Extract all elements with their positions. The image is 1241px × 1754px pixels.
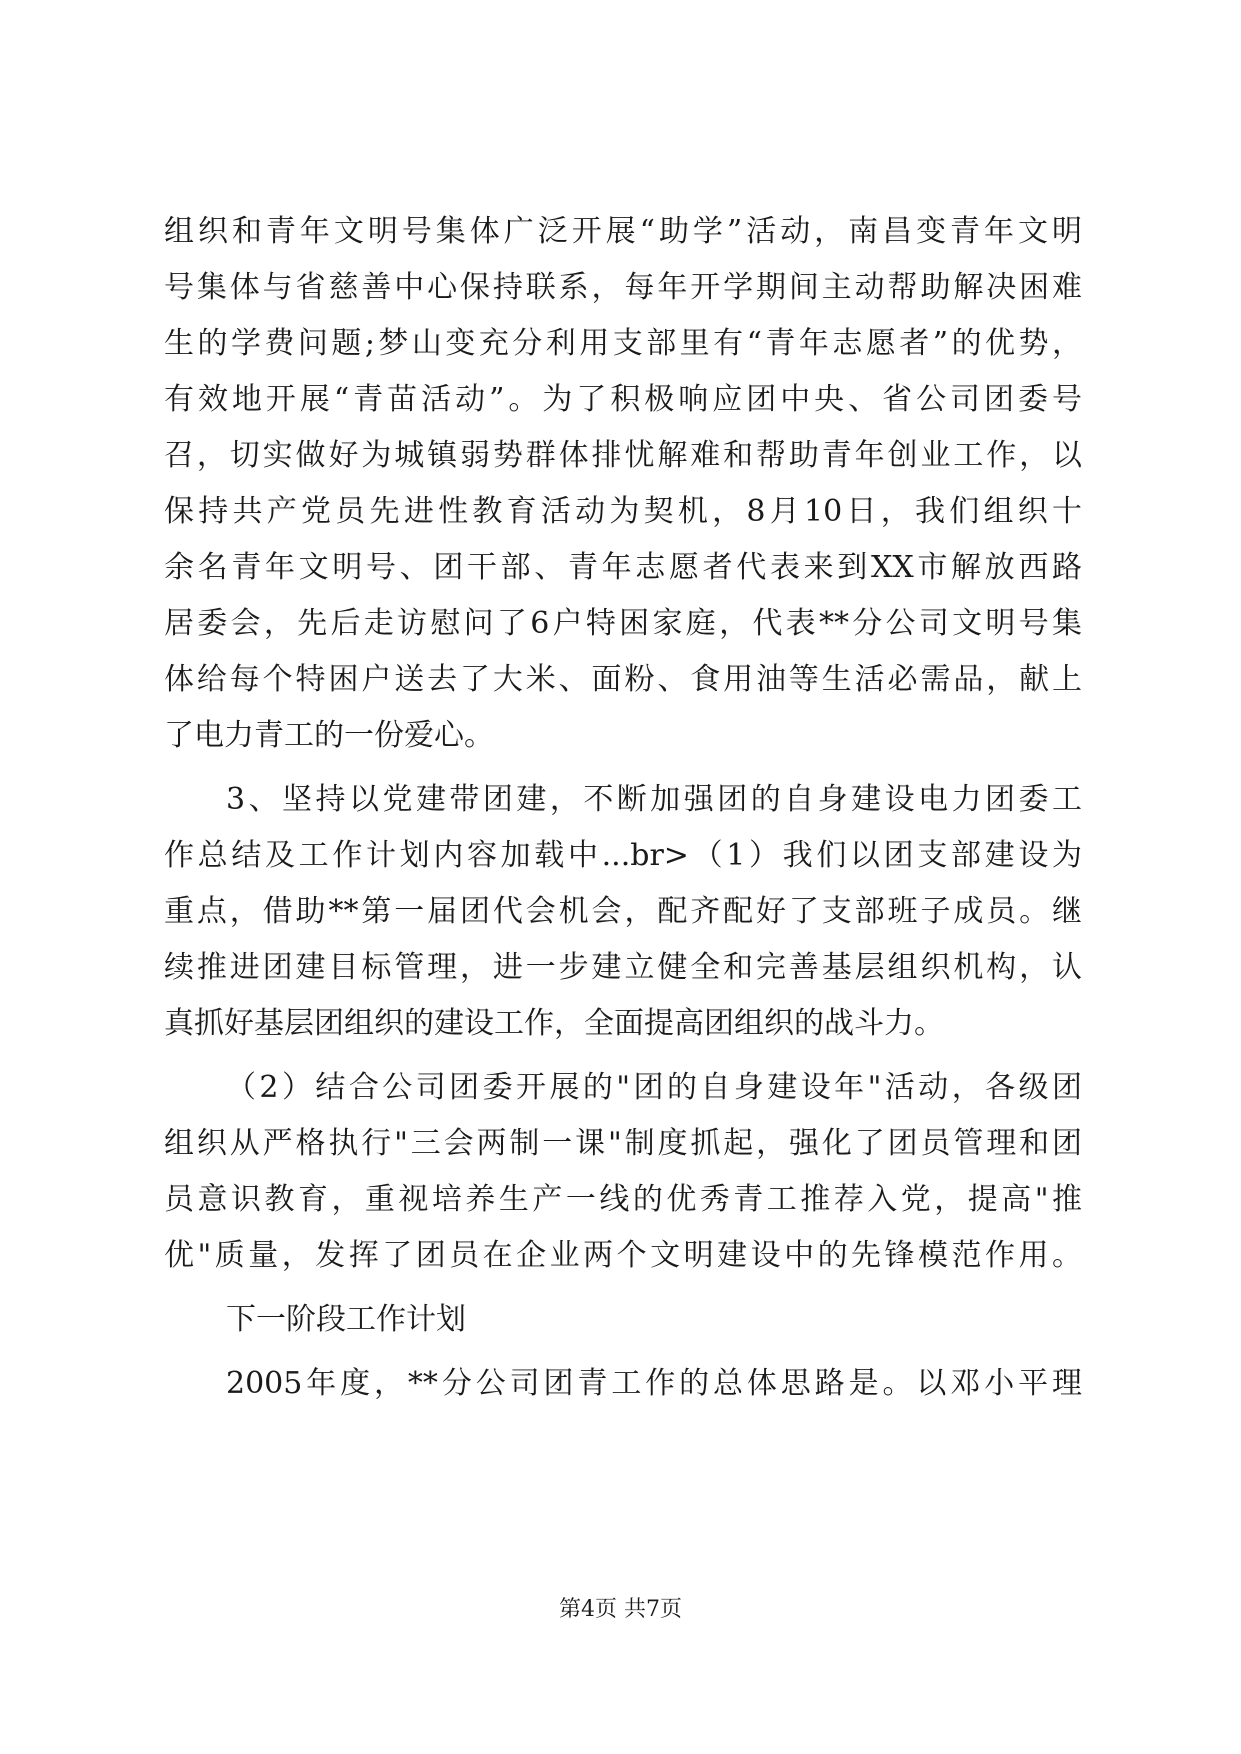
paragraph-line: 作总结及工作计划内容加载中...br>（1）我们以团支部建设为 bbox=[164, 838, 1082, 873]
paragraph-line: 了电力青工的一份爱心。 bbox=[164, 718, 494, 753]
paragraph-line: 优"质量，发挥了团员在企业两个文明建设中的先锋模范作用。 bbox=[164, 1238, 1082, 1273]
paragraph-line: 召，切实做好为城镇弱势群体排忧解难和帮助青年创业工作，以 bbox=[164, 438, 1082, 473]
paragraph-line: 续推进团建目标管理，进一步建立健全和完善基层组织机构，认 bbox=[164, 950, 1082, 985]
paragraph-line: 有效地开展“青苗活动”。为了积极响应团中央、省公司团委号 bbox=[164, 382, 1082, 417]
paragraph-line: 居委会，先后走访慰问了6户特困家庭，代表**分公司文明号集 bbox=[164, 606, 1082, 641]
paragraph-line: 重点，借助**第一届团代会机会，配齐配好了支部班子成员。继 bbox=[164, 894, 1082, 929]
paragraph-line: （2）结合公司团委开展的"团的自身建设年"活动，各级团 bbox=[226, 1070, 1082, 1105]
section-heading: 下一阶段工作计划 bbox=[226, 1302, 466, 1337]
paragraph-line: 组织从严格执行"三会两制一课"制度抓起，强化了团员管理和团 bbox=[164, 1126, 1082, 1161]
paragraph-line: 号集体与省慈善中心保持联系，每年开学期间主动帮助解决困难 bbox=[164, 270, 1082, 305]
paragraph-line: 员意识教育，重视培养生产一线的优秀青工推荐入党，提高"推 bbox=[164, 1182, 1082, 1217]
paragraph-line: 真抓好基层团组织的建设工作，全面提高团组织的战斗力。 bbox=[164, 1006, 944, 1041]
paragraph-line: 生的学费问题;梦山变充分利用支部里有“青年志愿者”的优势， bbox=[164, 326, 1082, 361]
paragraph-line: 保持共产党员先进性教育活动为契机，8月10日，我们组织十 bbox=[164, 494, 1082, 529]
paragraph-line: 余名青年文明号、团干部、青年志愿者代表来到XX市解放西路 bbox=[164, 550, 1082, 585]
paragraph-line: 体给每个特困户送去了大米、面粉、食用油等生活必需品，献上 bbox=[164, 662, 1082, 697]
page-footer: 第4页 共7页 bbox=[559, 1597, 682, 1622]
paragraph-line: 3、坚持以党建带团建，不断加强团的自身建设电力团委工 bbox=[226, 782, 1082, 817]
paragraph-line: 2005年度，**分公司团青工作的总体思路是。以邓小平理 bbox=[226, 1366, 1082, 1401]
paragraph-line: 组织和青年文明号集体广泛开展“助学”活动，南昌变青年文明 bbox=[164, 214, 1082, 249]
